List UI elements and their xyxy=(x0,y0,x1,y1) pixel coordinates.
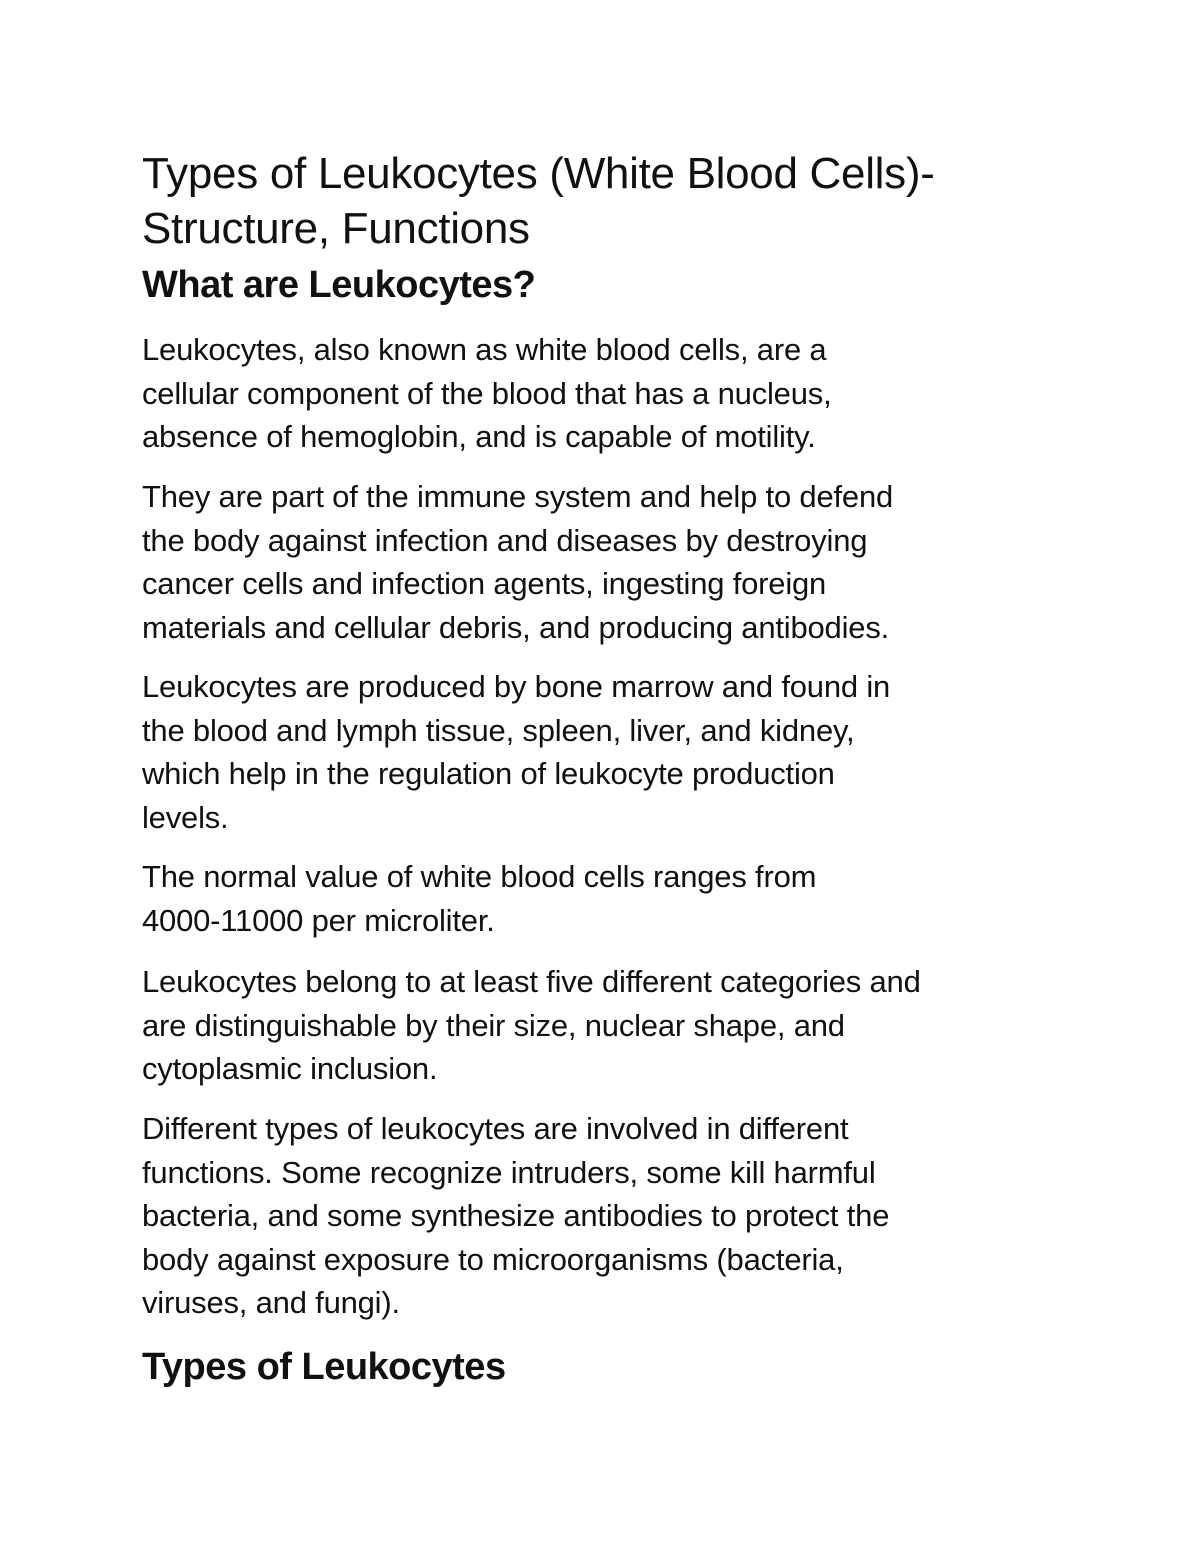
paragraph-production xyxy=(142,665,1062,839)
section-heading-types-of-leukocytes: Types of Leukocytes xyxy=(142,1346,506,1388)
text-line: materials and cellular debris, and producing antibodies. xyxy=(142,609,890,645)
paragraph-categories xyxy=(142,960,1062,1091)
section-heading-what-are-leukocytes: What are Leukocytes? xyxy=(142,264,536,306)
title-line: Types of Leukocytes (White Blood Cells)- xyxy=(142,149,935,198)
text-line: Leukocytes, also known as white blood cells, are a xyxy=(142,332,827,367)
text-line: The normal value of white blood cells ranges from xyxy=(142,859,817,894)
paragraph-functions xyxy=(142,1107,1062,1325)
text-line: body against exposure to microorganisms (bacteria, xyxy=(142,1241,844,1277)
text-line: They are part of the immune system and help to defend xyxy=(142,479,894,514)
text-line: 4000-11000 per microliter. xyxy=(142,902,495,938)
paragraph-immune-role xyxy=(142,475,1062,649)
paragraph-definition xyxy=(142,328,1062,459)
text-line: the blood and lymph tissue, spleen, liver, and kidney, xyxy=(142,712,855,748)
text-line: the body against infection and diseases by destroying xyxy=(142,522,868,558)
text-line: cancer cells and infection agents, ingesting foreign xyxy=(142,566,827,601)
text-line: Different types of leukocytes are involved in different xyxy=(142,1111,849,1146)
document-title xyxy=(142,146,1062,256)
text-line: functions. Some recognize intruders, some kill harmful xyxy=(142,1154,876,1190)
text-line: which help in the regulation of leukocyte production xyxy=(142,756,835,791)
text-line: Leukocytes are produced by bone marrow and found in xyxy=(142,669,891,704)
text-line: viruses, and fungi). xyxy=(142,1285,400,1320)
title-line: Structure, Functions xyxy=(142,204,530,253)
text-line: cytoplasmic inclusion. xyxy=(142,1051,438,1086)
text-line: cellular component of the blood that has a nucleus, xyxy=(142,375,832,411)
paragraph-normal-value xyxy=(142,855,1062,942)
text-line: are distinguishable by their size, nuclear shape, and xyxy=(142,1007,845,1043)
text-line: bacteria, and some synthesize antibodies to protect the xyxy=(142,1198,890,1233)
text-line: Leukocytes belong to at least five different categories and xyxy=(142,964,921,999)
text-line: levels. xyxy=(142,799,229,835)
text-line: absence of hemoglobin, and is capable of motility. xyxy=(142,419,816,454)
